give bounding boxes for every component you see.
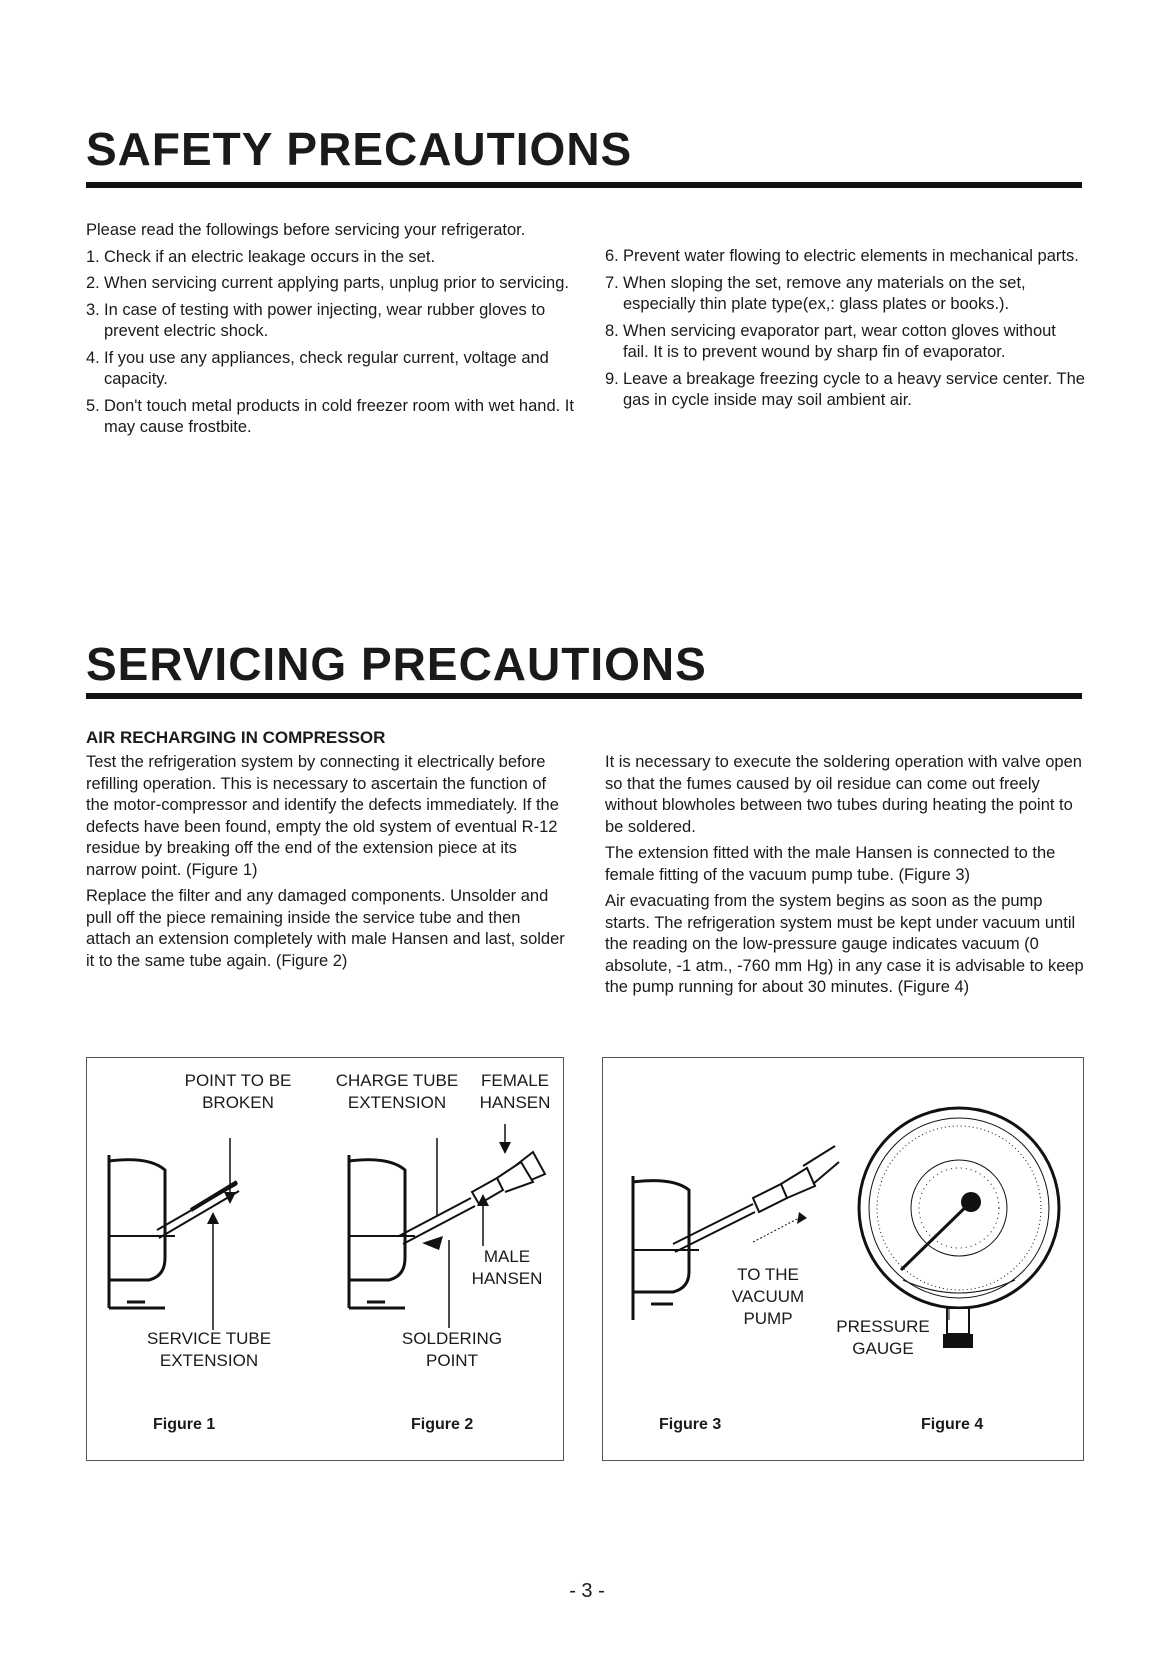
list-item-text: Don't touch metal products in cold freezer room with wet hand. It may cause frostbite. [104,396,574,436]
fig1-label-line: SERVICE TUBE [146,1329,272,1348]
pressure-gauge-drawing [859,1108,1059,1348]
fig4-label-line: PRESSURE [836,1317,930,1336]
fig1-label-point [173,1070,303,1114]
pump-tube-drawing [673,1146,839,1252]
list-item-number: 7. [605,273,619,292]
fig3-label-line: TO THE [737,1265,799,1284]
list-item [605,369,1085,412]
fig1-label-line: BROKEN [202,1093,274,1112]
figure-3-caption: Figure 3 [659,1416,722,1433]
fig2-label-line: HANSEN [471,1269,543,1288]
fig2-label-line: POINT [426,1351,478,1370]
figure-box-1-2 [86,1057,564,1461]
list-item-text: When servicing current applying parts, unplug prior to servicing. [104,274,569,292]
compressor-1-drawing [109,1155,175,1308]
figure-1-caption: Figure 1 [153,1416,216,1433]
safety-list-left [86,247,576,439]
fig4-label-line: GAUGE [852,1339,914,1358]
list-item-number: 3. [86,300,100,319]
servicing-subheading: AIR RECHARGING IN COMPRESSOR [86,728,386,747]
list-item [86,273,576,295]
fig3-label-vacuum-pump [713,1264,823,1330]
list-item-text: If you use any appliances, check regular current, voltage and capacity. [104,348,549,388]
safety-left-column [86,220,576,444]
list-item [86,300,576,343]
fig1-label-line: POINT TO BE [184,1071,292,1090]
list-item-text: When sloping the set, remove any materials on the set, especially thin plate type(ex,: glass plates or books.). [623,273,1026,313]
fig3-label-line: VACUUM [731,1287,805,1306]
list-item-text: Prevent water flowing to electric elements in mechanical parts. [623,247,1079,265]
fig2-label-line: HANSEN [479,1093,551,1112]
fig2-label-line: SOLDERING [401,1329,503,1348]
servicing-title-rule [86,693,1082,699]
fig1-label-line: EXTENSION [159,1351,259,1370]
list-item-number: 9. [605,369,619,388]
fig2-label-line: CHARGE TUBE [335,1071,459,1090]
fig2-label-charge-tube [327,1070,467,1114]
list-item-number: 6. [605,247,619,265]
page-number: - 3 - [569,1580,605,1602]
figure-box-3-4 [602,1057,1084,1461]
servicing-right-column [605,752,1085,1004]
safety-right-column [605,246,1085,417]
fig2-label-line: FEMALE [480,1071,550,1090]
compressor-2-drawing [349,1155,415,1308]
list-item-text: When servicing evaporator part, wear cotton gloves without fail. It is to prevent wound by sharp fin of evaporator. [623,321,1056,361]
fig1-label-service-tube [139,1328,279,1372]
fig2-label-female-hansen [471,1070,559,1114]
list-item [86,396,576,439]
servicing-paragraph: Air evacuating from the system begins as soon as the pump starts. The refrigeration system must be kept under vacuum until the reading on the low-pressure gauge indicates vacuum (0 absolute, -1 atm., -760 mm Hg) in any case it is advisable to keep the pump running for about 30 minutes. (Figure 4) [605,892,1084,996]
safety-list-right [605,246,1085,412]
list-item-text: In case of testing with power injecting, wear rubber gloves to prevent electric shock. [104,300,546,340]
servicing-title: SERVICING PRECAUTIONS [86,638,707,690]
list-item [86,247,576,269]
figure-4-caption: Figure 4 [921,1416,984,1433]
servicing-paragraph: The extension fitted with the male Hansen is connected to the female fitting of the vacuum pump tube. (Figure 3) [605,844,1056,884]
service-tube-drawing [157,1182,239,1238]
fig2-label-line: MALE [483,1247,531,1266]
servicing-paragraph: It is necessary to execute the soldering operation with valve open so that the fumes caused by oil residue can come out freely without blowholes between two tubes during heating the point to be soldered. [605,753,1082,836]
list-item-text: Leave a breakage freezing cycle to a heavy service center. The gas in cycle inside may soil ambient air. [623,369,1085,409]
charge-tube-drawing [399,1152,545,1244]
fig2-label-soldering-point [387,1328,517,1372]
safety-title-rule [86,182,1082,188]
fig4-label-pressure-gauge [825,1316,941,1360]
compressor-3-drawing [633,1176,699,1320]
list-item [605,273,1085,316]
fig2-label-male-hansen [467,1246,547,1290]
servicing-left-column [86,752,568,977]
list-item-number: 4. [86,348,100,367]
list-item-number: 8. [605,321,619,340]
list-item [86,348,576,391]
list-item-number: 5. [86,396,100,415]
list-item [605,246,1085,268]
list-item [605,321,1085,364]
safety-intro: Please read the followings before servicing your refrigerator. [86,221,526,239]
list-item-number: 1. [86,247,100,266]
fig3-label-line: PUMP [743,1309,793,1328]
fig2-label-line: EXTENSION [347,1093,447,1112]
servicing-paragraph: Replace the filter and any damaged components. Unsolder and pull off the piece remaining inside the service tube and then attach an extension completely with male Hansen and last, solder it to the same tube again. (Figure 2) [86,887,565,970]
safety-title: SAFETY PRECAUTIONS [86,123,633,175]
figure-3-4-illustration [603,1058,1083,1460]
figure-2-caption: Figure 2 [411,1416,474,1433]
list-item-number: 2. [86,274,100,292]
list-item-text: Check if an electric leakage occurs in the set. [104,247,436,266]
servicing-paragraph: Test the refrigeration system by connecting it electrically before refilling operation. This is necessary to ascertain the function of the motor-compressor and identify the defects immediately. If the defects have been found, empty the old system of eventual R-12 residue by breaking off the end of the extension piece at its narrow point. (Figure 1) [86,753,559,879]
